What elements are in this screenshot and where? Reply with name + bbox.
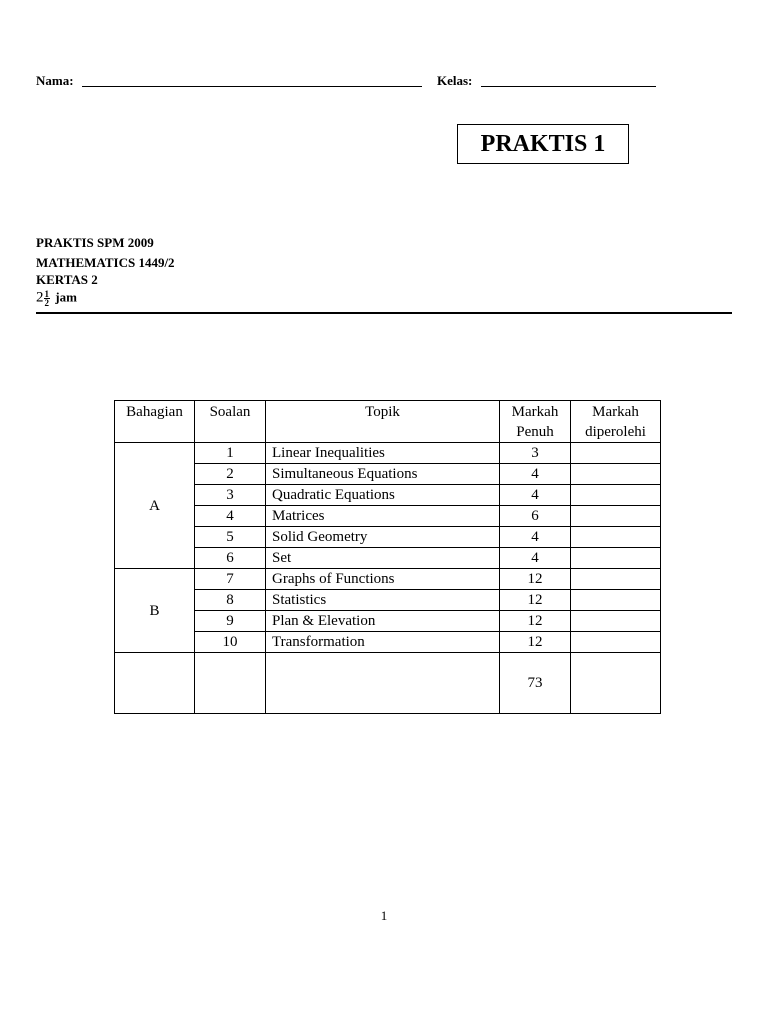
soalan-cell: 4	[195, 506, 266, 527]
table-row	[115, 506, 661, 527]
page-number: 1	[380, 908, 388, 923]
markah-penuh-cell: 4	[500, 548, 571, 569]
total-markah-penuh-cell: 73	[500, 653, 571, 714]
total-soalan-cell	[195, 653, 266, 714]
markah-diperolehi-cell[interactable]	[571, 611, 661, 632]
header-topik: Topik	[266, 401, 500, 443]
soalan-cell: 9	[195, 611, 266, 632]
topik-cell: Graphs of Functions	[266, 569, 500, 590]
section-a-cell: A	[115, 443, 195, 569]
header-markah-diperolehi-line-1: Markah	[592, 404, 639, 420]
markah-diperolehi-cell[interactable]	[571, 632, 661, 653]
header-markah-diperolehi	[571, 401, 661, 443]
topik-cell: Statistics	[266, 590, 500, 611]
table-row	[115, 548, 661, 569]
markah-penuh-cell: 6	[500, 506, 571, 527]
markah-diperolehi-cell[interactable]	[571, 506, 661, 527]
section-b-cell: B	[115, 569, 195, 653]
header-markah-penuh-line-1: Markah	[511, 404, 559, 420]
duration-fraction	[44, 290, 51, 307]
markah-penuh-cell: 12	[500, 611, 571, 632]
praktis-title-box	[457, 124, 629, 164]
topik-cell: Plan & Elevation	[266, 611, 500, 632]
table-row	[115, 590, 661, 611]
topik-cell: Simultaneous Equations	[266, 464, 500, 485]
table-row	[115, 632, 661, 653]
nama-label: Nama:	[36, 73, 74, 88]
paper-info-line-1: PRAKTIS SPM 2009	[36, 235, 154, 250]
soalan-cell: 3	[195, 485, 266, 506]
header-markah-penuh-line-2: Penuh	[516, 424, 554, 440]
topik-cell: Transformation	[266, 632, 500, 653]
table-row	[115, 464, 661, 485]
header-divider	[36, 312, 732, 314]
duration-denominator: 2	[44, 298, 49, 308]
header-bahagian: Bahagian	[115, 401, 195, 443]
total-bahagian-cell	[115, 653, 195, 714]
markah-diperolehi-cell[interactable]	[571, 590, 661, 611]
table-row	[115, 485, 661, 506]
soalan-cell: 10	[195, 632, 266, 653]
kelas-field-line[interactable]	[481, 86, 656, 87]
soalan-cell: 7	[195, 569, 266, 590]
marks-table	[114, 400, 661, 714]
soalan-cell: 6	[195, 548, 266, 569]
nama-field-line[interactable]	[82, 86, 422, 87]
markah-penuh-cell: 4	[500, 485, 571, 506]
header-markah-diperolehi-line-2: diperolehi	[585, 424, 646, 440]
markah-penuh-cell: 4	[500, 464, 571, 485]
table-row	[115, 611, 661, 632]
header-soalan: Soalan	[195, 401, 266, 443]
total-row	[115, 653, 661, 714]
table-row	[115, 527, 661, 548]
paper-info-line-2: MATHEMATICS 1449/2	[36, 255, 175, 270]
total-markah-diperolehi-cell[interactable]	[571, 653, 661, 714]
duration-unit: jam	[55, 289, 77, 305]
paper-duration	[36, 290, 77, 307]
table-row	[115, 443, 661, 464]
topik-cell: Set	[266, 548, 500, 569]
praktis-title: PRAKTIS 1	[480, 130, 606, 157]
soalan-cell: 8	[195, 590, 266, 611]
topik-cell: Matrices	[266, 506, 500, 527]
markah-penuh-cell: 4	[500, 527, 571, 548]
table-row	[115, 569, 661, 590]
markah-diperolehi-cell[interactable]	[571, 485, 661, 506]
kelas-label: Kelas:	[437, 73, 473, 88]
duration-numerator: 1	[44, 289, 49, 299]
markah-diperolehi-cell[interactable]	[571, 464, 661, 485]
topik-cell: Solid Geometry	[266, 527, 500, 548]
markah-penuh-cell: 12	[500, 590, 571, 611]
topik-cell: Quadratic Equations	[266, 485, 500, 506]
markah-diperolehi-cell[interactable]	[571, 569, 661, 590]
markah-penuh-cell: 12	[500, 569, 571, 590]
table-header-row	[115, 401, 661, 443]
markah-penuh-cell: 12	[500, 632, 571, 653]
markah-diperolehi-cell[interactable]	[571, 548, 661, 569]
soalan-cell: 2	[195, 464, 266, 485]
topik-cell: Linear Inequalities	[266, 443, 500, 464]
duration-whole: 2	[36, 289, 44, 306]
soalan-cell: 5	[195, 527, 266, 548]
header-markah-penuh	[500, 401, 571, 443]
paper-info-line-3: KERTAS 2	[36, 272, 98, 287]
total-topik-cell	[266, 653, 500, 714]
markah-diperolehi-cell[interactable]	[571, 443, 661, 464]
markah-penuh-cell: 3	[500, 443, 571, 464]
markah-diperolehi-cell[interactable]	[571, 527, 661, 548]
soalan-cell: 1	[195, 443, 266, 464]
